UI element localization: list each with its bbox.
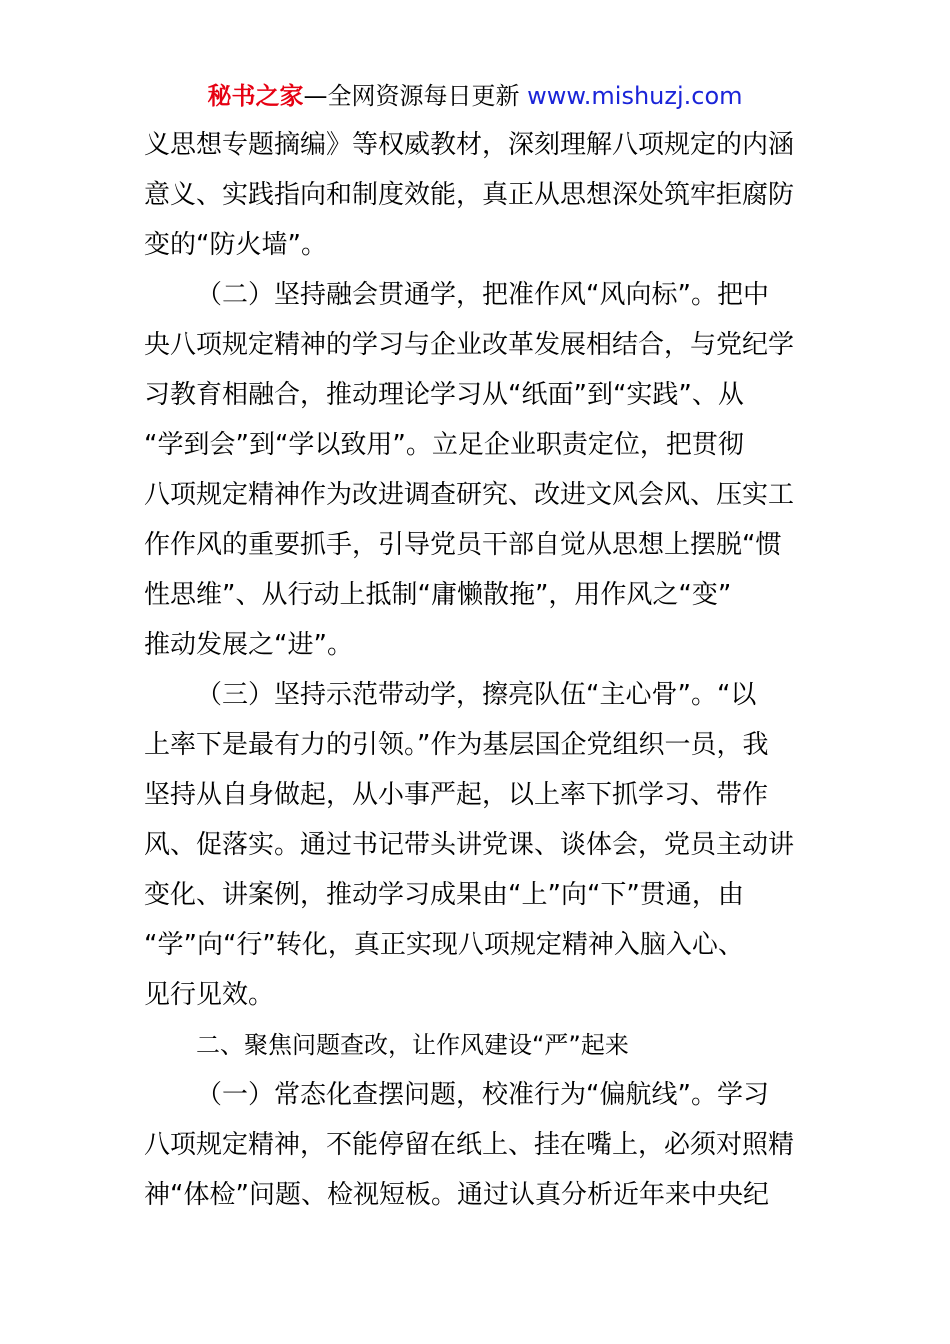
text-line: 变化、讲案例，推动学习成果由“上”向“下”贯通，由 bbox=[144, 880, 744, 910]
text-line: （三）坚持示范带动学，擦亮队伍“主心骨”。“以 bbox=[196, 680, 757, 710]
website-link[interactable]: www.mishuzj.com bbox=[527, 82, 743, 110]
text-line: 坚持从自身做起，从小事严起，以上率下抓学习、带作 bbox=[144, 780, 769, 810]
text-line: 八项规定精神，不能停留在纸上、挂在嘴上，必须对照精 bbox=[144, 1130, 795, 1160]
text-line: （一）常态化查摆问题，校准行为“偏航线”。学习 bbox=[196, 1080, 769, 1110]
text-line: 意义、实践指向和制度效能，真正从思想深处筑牢拒腐防 bbox=[144, 180, 795, 210]
text-line: 性思维”、从行动上抵制“庸懒散拖”，用作风之“变” bbox=[144, 580, 732, 610]
text-line: 风、促落实。通过书记带头讲党课、谈体会，党员主动讲 bbox=[144, 830, 795, 860]
document-body bbox=[144, 120, 824, 1220]
text-line: “学”向“行”转化，真正实现八项规定精神入脑入心、 bbox=[144, 930, 744, 960]
text-line: 变的“防火墙”。 bbox=[144, 230, 327, 260]
text-line: 央八项规定精神的学习与企业改革发展相结合，与党纪学 bbox=[144, 330, 795, 360]
header-slogan: —全网资源每日更新 bbox=[303, 82, 520, 110]
text-line: 义思想专题摘编》等权威教材，深刻理解八项规定的内涵 bbox=[144, 130, 795, 160]
text-line: 神“体检”问题、检视短板。通过认真分析近年来中央纪 bbox=[144, 1180, 769, 1210]
text-line: 推动发展之“进”。 bbox=[144, 630, 353, 660]
text-line: 八项规定精神作为改进调查研究、改进文风会风、压实工 bbox=[144, 480, 795, 510]
text-line: “学到会”到“学以致用”。立足企业职责定位，把贯彻 bbox=[144, 430, 744, 460]
text-line: 习教育相融合，推动理论学习从“纸面”到“实践”、从 bbox=[144, 380, 744, 410]
page-header bbox=[0, 79, 950, 113]
text-line: 上率下是最有力的引领。”作为基层国企党组织一员，我 bbox=[144, 730, 769, 760]
text-line: （二）坚持融会贯通学，把准作风“风向标”。把中 bbox=[196, 280, 769, 310]
section-heading: 二、聚焦问题查改，让作风建设“严”起来 bbox=[196, 1031, 629, 1059]
text-line: 见行见效。 bbox=[144, 980, 275, 1010]
text-line: 作作风的重要抓手，引导党员干部自觉从思想上摆脱“惯 bbox=[144, 530, 782, 560]
brand-name: 秘书之家 bbox=[207, 82, 304, 110]
